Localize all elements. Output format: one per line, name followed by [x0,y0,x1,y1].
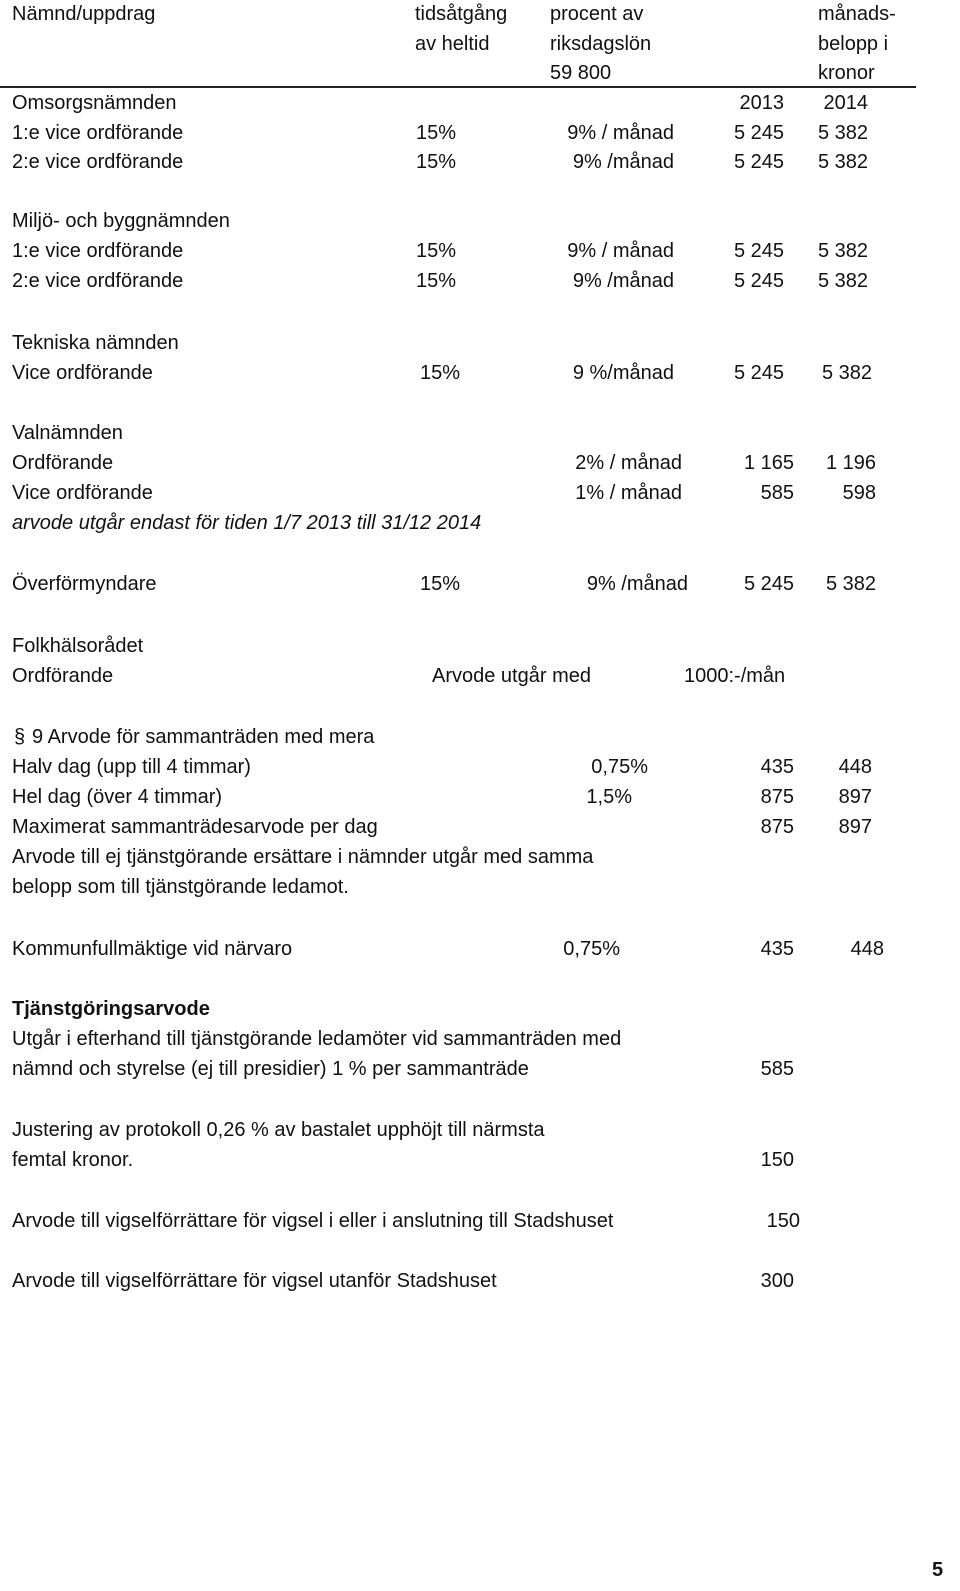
section-title-folkhalsoradet: Folkhälsorådet [12,635,144,657]
row-2014: 448 [850,938,884,960]
row-proc: 0,75% [563,938,620,960]
row-proc: 9% /månad [586,573,688,595]
row-2013: 875 [760,786,794,808]
header-divider [0,86,916,88]
row-2013: 435 [760,756,794,778]
ersattare-note-line2: belopp som till tjänstgörande ledamot. [12,876,349,898]
row-tid: 15% [420,362,461,384]
row-2013: 435 [760,938,794,960]
row-proc: 9% / månad [567,122,674,144]
header-col-procent-line1: procent av [550,3,644,25]
row-label: 2:e vice ordförande [12,270,184,292]
row-2014: 1 196 [825,452,876,474]
row-tid: 15% [416,151,457,173]
header-col-tid-line2: av heltid [415,33,490,55]
header-col-procent-line3: 59 800 [550,62,612,84]
section-title-valnamnden: Valnämnden [12,422,123,444]
header-col-namnd: Nämnd/uppdrag [12,3,156,25]
justering-line1: Justering av protokoll 0,26 % av bastalet upphöjt till närmsta [12,1119,545,1141]
row-proc: 9 %/månad [572,362,674,384]
row-proc: 2% / månad [575,452,682,474]
row-2014: 598 [842,482,876,504]
row-proc: 0,75% [591,756,648,778]
row-label: Vice ordförande [12,362,153,384]
section-title-tekniska: Tekniska nämnden [12,332,179,354]
row-label: Vice ordförande [12,482,153,504]
row-label: Ordförande [12,452,114,474]
header-col-belopp-line3: kronor [818,62,875,84]
folk-arvode-text: Arvode utgår med [432,665,591,687]
year-2014: 2014 [823,92,868,114]
row-2014: 448 [838,756,872,778]
ersattare-note-line1: Arvode till ej tjänstgörande ersättare i nämnder utgår med samma [12,846,594,868]
tjanstgoringsarvode-heading: Tjänstgöringsarvode [12,998,210,1020]
row-proc: 9% /månad [572,151,674,173]
valnamnden-note: arvode utgår endast för tiden 1/7 2013 till 31/12 2014 [12,512,482,534]
vigsel-out-value: 300 [760,1270,794,1292]
page-number: 5 [932,1559,944,1581]
row-label: Hel dag (över 4 timmar) [12,786,223,808]
row-2013: 875 [760,816,794,838]
vigsel-out-label: Arvode till vigselförrättare för vigsel utanför Stadshuset [12,1270,497,1292]
row-label-overformyndare: Överförmyndare [12,573,157,595]
tjanstgoring-line1: Utgår i efterhand till tjänstgörande ledamöter vid sammanträden med [12,1028,622,1050]
tjanstgoring-value: 585 [760,1058,794,1080]
row-label: 2:e vice ordförande [12,151,184,173]
row-2013: 5 245 [733,362,784,384]
row-2013: 1 165 [743,452,794,474]
row-tid: 15% [420,573,461,595]
row-2013: 5 245 [733,122,784,144]
year-2013: 2013 [739,92,784,114]
row-2013: 5 245 [733,151,784,173]
row-2013: 5 245 [733,270,784,292]
row-2014: 5 382 [817,151,868,173]
row-2014: 5 382 [817,240,868,262]
row-label: Maximerat sammanträdesarvode per dag [12,816,378,838]
section9-heading: 9 Arvode för sammanträden med mera [32,726,375,748]
row-2014: 5 382 [817,270,868,292]
row-proc: 1,5% [586,786,632,808]
row-label-kf: Kommunfullmäktige vid närvaro [12,938,293,960]
folk-arvode-amount: 1000:-/mån [684,665,786,687]
row-2014: 897 [838,786,872,808]
header-col-procent-line2: riksdagslön [550,33,652,55]
row-tid: 15% [416,240,457,262]
row-2013: 585 [760,482,794,504]
row-2014: 5 382 [821,362,872,384]
vigsel-in-value: 150 [766,1210,800,1232]
header-col-tid-line1: tidsåtgång [415,3,508,25]
row-proc: 9% /månad [572,270,674,292]
header-col-belopp-line1: månads- [818,3,896,25]
header-col-belopp-line2: belopp i [818,33,889,55]
row-2013: 5 245 [743,573,794,595]
row-tid: 15% [416,270,457,292]
row-2013: 5 245 [733,240,784,262]
row-proc: 9% / månad [567,240,674,262]
row-label: 1:e vice ordförande [12,240,184,262]
row-2014: 5 382 [825,573,876,595]
section-title-miljo: Miljö- och byggnämnden [12,210,230,232]
tjanstgoring-line2: nämnd och styrelse (ej till presidier) 1 % per sammanträde [12,1058,529,1080]
justering-line2: femtal kronor. [12,1149,134,1171]
justering-value: 150 [760,1149,794,1171]
row-label: 1:e vice ordförande [12,122,184,144]
section-symbol: § [14,726,26,748]
row-tid: 15% [416,122,457,144]
row-2014: 5 382 [817,122,868,144]
section-title-omsorg: Omsorgsnämnden [12,92,177,114]
row-label: Halv dag (upp till 4 timmar) [12,756,251,778]
row-2014: 897 [838,816,872,838]
row-proc: 1% / månad [575,482,682,504]
vigsel-in-label: Arvode till vigselförrättare för vigsel i eller i anslutning till Stadshuset [12,1210,614,1232]
row-label: Ordförande [12,665,114,687]
